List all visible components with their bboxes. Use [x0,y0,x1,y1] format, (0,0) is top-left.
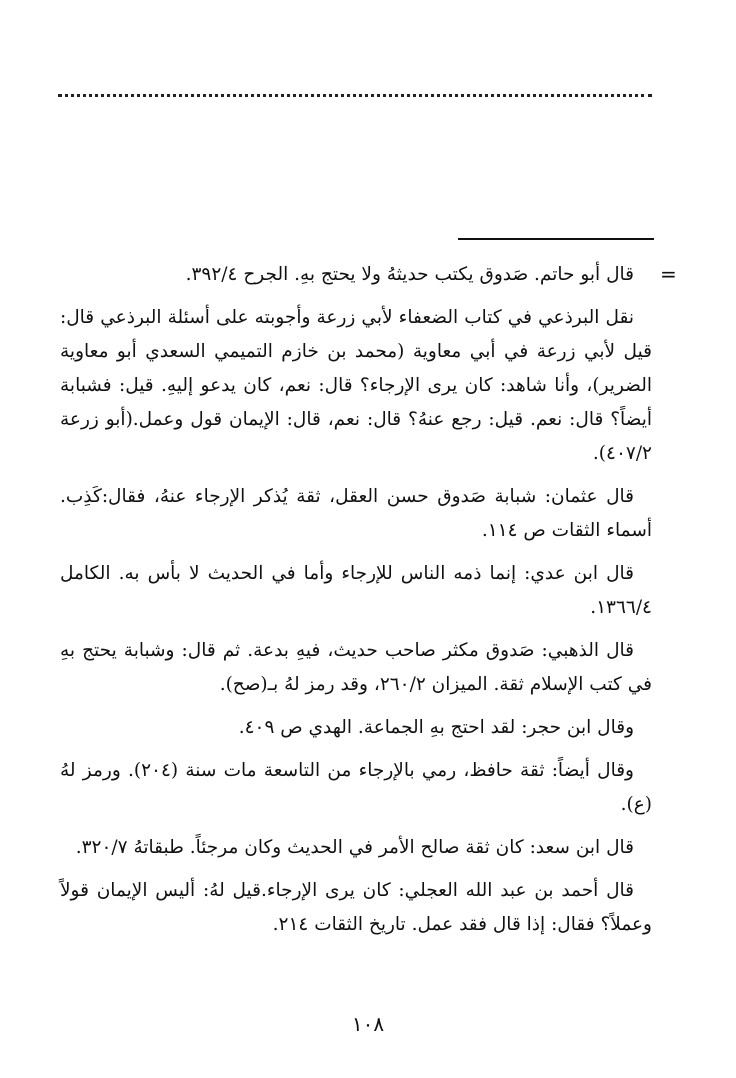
footnote-paragraph-bardhai: نقل البرذعي في كتاب الضعفاء لأبي زرعة وأجوبته على أسئلة البرذعي قال: قيل لأبي زرعة في أبي معاوية (محمد بن خازم التميمي السعدي أبو معاوية الضرير)، وأنا شاهد: كان يرى الإرجاء؟ قال: نعم، كان يدعو إليهِ. قيل: فشبابة أيضاً؟ قال: نعم. قيل: رجع عنهُ؟ قال: نعم، قال: الإيمان قول وعمل.(أبو زرعة ٤٠٧/٢). [60,307,652,464]
top-dotted-rule [58,94,652,97]
footnote-paragraph-ibn-hajar: وقال ابن حجر: لقد احتج بهِ الجماعة. الهدي ص ٤٠٩. [238,717,634,738]
footnote-paragraph-ibn-sad: قال ابن سعد: كان ثقة صالح الأمر في الحديث وكان مرجئاً. طبقاتهُ ٣٢٠/٧. [75,837,634,858]
footnote-paragraph-uthman: قال عثمان: شبابة صَدوق حسن العقل، ثقة يُذكر الإرجاء عنهُ، فقال:كَذِب. أسماء الثقات ص ١١٤. [60,486,652,541]
page-number: ١٠٨ [351,1012,385,1036]
footnote-paragraph-ibn-adi: قال ابن عدي: إنما ذمه الناس للإرجاء وأما في الحديث لا بأس به. الكامل ١٣٦٦/٤. [60,563,652,618]
footnote-continuation-marker: = [660,262,677,286]
footnote-paragraph-dhahabi: قال الذهبي: صَدوق مكثر صاحب حديث، فيهِ بدعة. ثم قال: وشبابة يحتج بهِ في كتب الإسلام ثقة. الميزان ٢٦٠/٢، وقد رمز لهُ بـ(صح). [60,640,652,695]
footnote-paragraph-abu-hatim: قال أبو حاتم. صَدوق يكتب حديثهُ ولا يحتج بهِ. الجرح ٣٩٢/٤. [185,264,634,285]
footnote-body [60,258,652,951]
footnote-paragraph-ibn-hajar-taqrib: وقال أيضاً: ثقة حافظ، رمي بالإرجاء من التاسعة مات سنة (٢٠٤). ورمز لهُ (ع). [60,760,652,815]
footnote-paragraph-ijli: قال أحمد بن عبد الله العجلي: كان يرى الإرجاء.قيل لهُ: أليس الإيمان قولاً وعملاً؟ فقال: إذا قال فقد عمل. تاريخ الثقات ٢١٤. [60,880,652,935]
footnote-separator [458,238,654,240]
